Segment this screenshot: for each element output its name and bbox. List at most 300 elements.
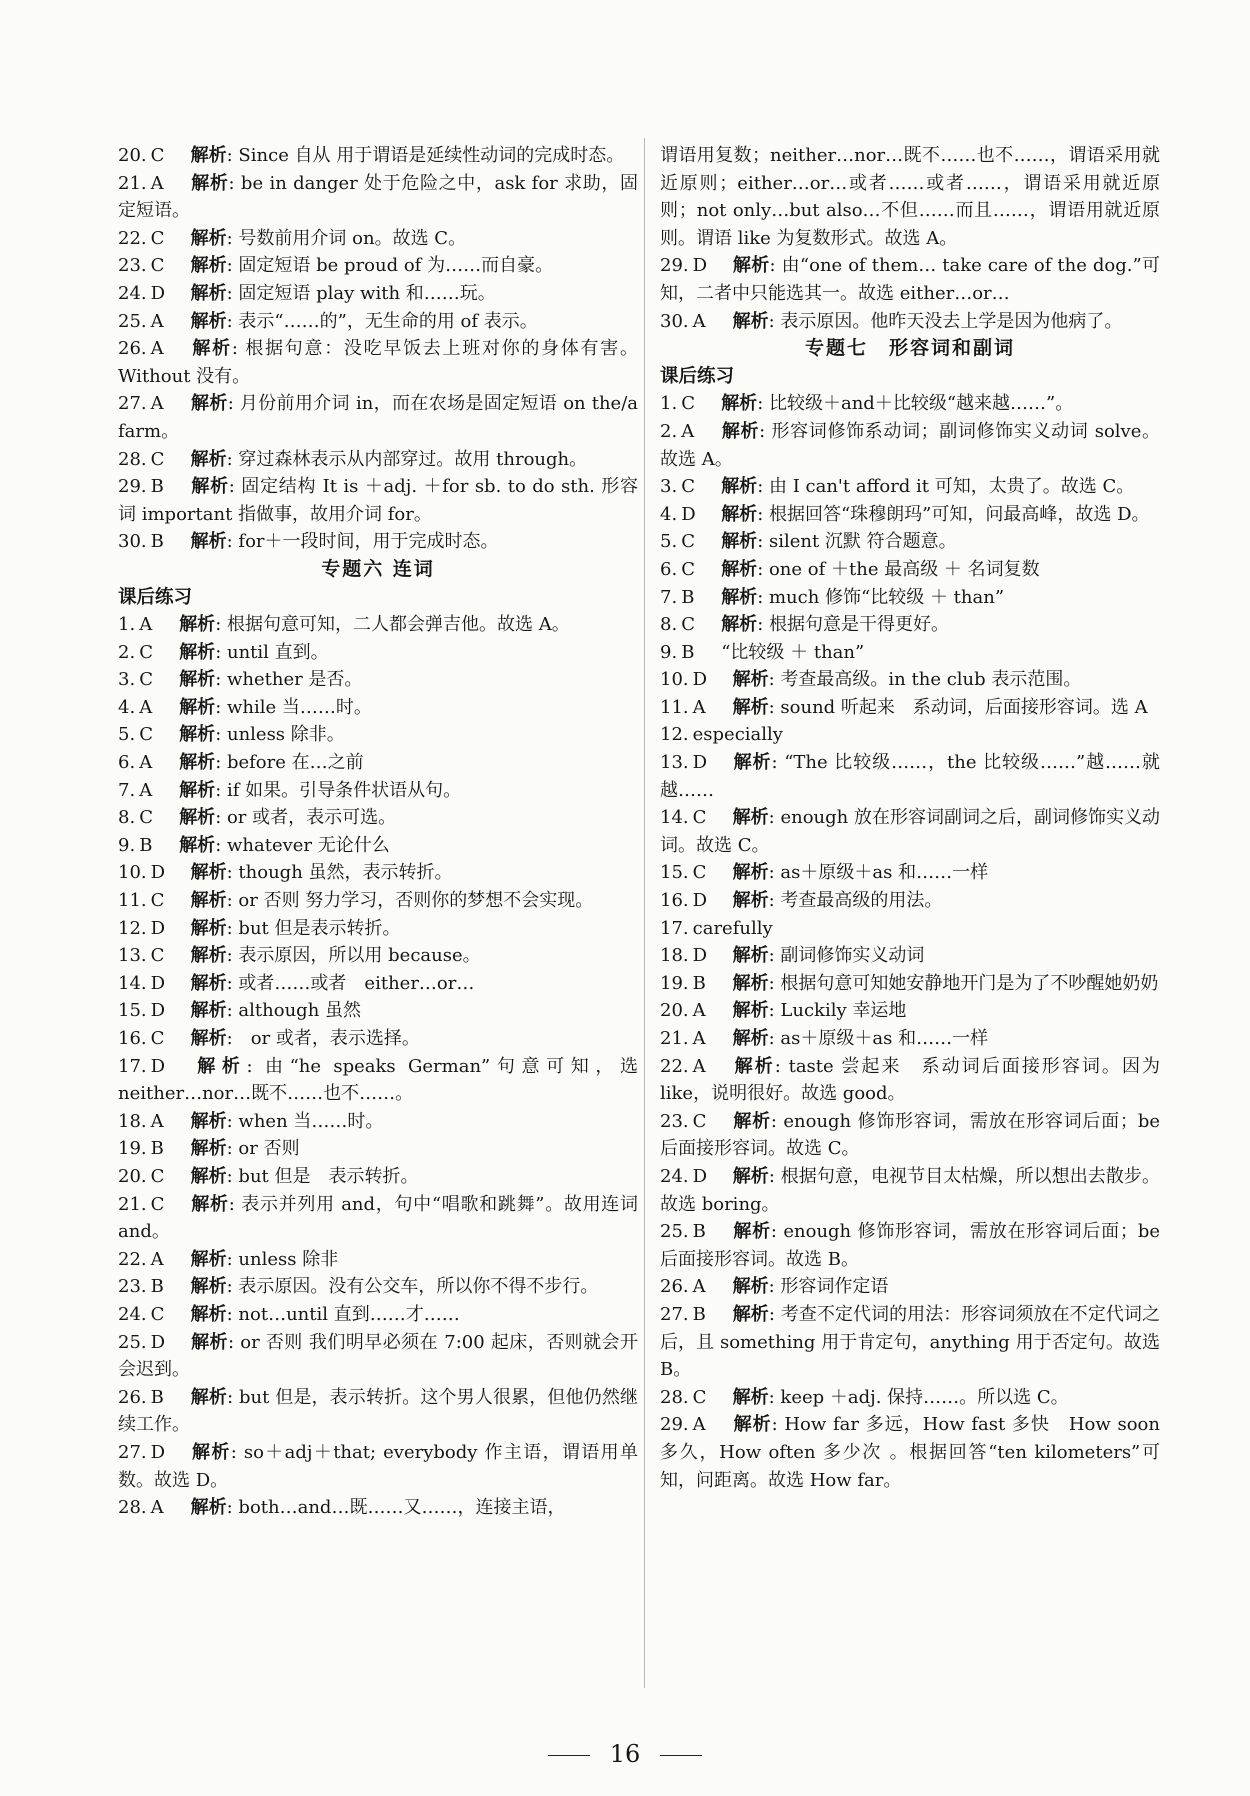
answer-letter: C [681, 476, 695, 498]
answer-letter: C [692, 1386, 707, 1408]
answer-letter: B [150, 1138, 164, 1160]
answer-letter: C [139, 641, 153, 663]
answer-letter: A [139, 752, 153, 774]
analysis-text: : while 当……时。 [215, 696, 372, 718]
analysis-label: 解析 [721, 420, 760, 442]
answer-entry [660, 1301, 1160, 1384]
analysis-text: : before 在…之前 [215, 752, 364, 774]
analysis-label: 解析 [190, 1276, 227, 1298]
answer-letter: C [150, 890, 165, 912]
answer-letter: D [150, 862, 166, 884]
answer-entry [660, 749, 1160, 804]
analysis-label: 解析 [732, 255, 770, 277]
analysis-text: especially [692, 724, 783, 746]
answer-entry [118, 1329, 638, 1384]
answer-letter: B [150, 531, 164, 553]
answer-letter: D [692, 669, 708, 691]
answer-number: 10. [660, 669, 689, 691]
analysis-label: 解析 [190, 448, 227, 470]
answer-entry [118, 942, 638, 970]
answer-number: 28. [118, 1497, 147, 1519]
answer-entry [118, 611, 638, 639]
answer-number: 28. [118, 448, 147, 470]
analysis-label: 解析 [190, 1028, 227, 1049]
answer-entry [660, 997, 1160, 1025]
answer-entry [660, 252, 1160, 307]
analysis-text: : Luckily 幸运地 [768, 1000, 907, 1022]
answer-entry [118, 832, 638, 860]
analysis-text: : or 否则 我们明早必须在 7:00 起床，否则就会开会迟到。 [118, 1331, 638, 1381]
answer-entry [118, 1025, 638, 1053]
answer-number: 26. [660, 1276, 689, 1298]
answer-letter: C [150, 448, 165, 470]
analysis-text: : enough 修饰形容词，需放在形容词后面；be 后面接形容词。故选 C。 [660, 1110, 1160, 1160]
answer-letter: D [150, 1331, 166, 1353]
analysis-text: : when 当……时。 [226, 1110, 384, 1132]
answer-number: 22. [660, 1055, 689, 1077]
analysis-text: : 由“he speaks German”句意可知，选 neither…nor…既不……也不……。 [118, 1055, 638, 1105]
answer-entry [118, 970, 638, 998]
analysis-label: 解析 [190, 1000, 227, 1022]
answer-entry [660, 308, 1160, 336]
analysis-label: 解析 [721, 531, 758, 553]
answer-letter: C [681, 558, 695, 580]
answer-letter: A [692, 1000, 706, 1022]
answer-letter: C [681, 393, 695, 415]
answer-letter: C [150, 1165, 165, 1187]
analysis-label: 解析 [179, 641, 216, 663]
analysis-text: : taste 尝起来 系动词后面接形容词。因为 like，说明很好。故选 good。 [660, 1055, 1160, 1105]
analysis-text: : 根据句意，电视节目太枯燥，所以想出去散步。故选 boring。 [660, 1165, 1160, 1215]
answer-entry [660, 1025, 1160, 1053]
answer-number: 15. [118, 1000, 147, 1022]
analysis-label: 解析 [179, 779, 216, 801]
answer-entry [118, 1108, 638, 1136]
answer-number: 20. [660, 1000, 689, 1022]
answer-entry [118, 777, 638, 805]
analysis-label: 解析 [732, 1110, 771, 1132]
analysis-label: 解析 [190, 1110, 227, 1132]
answer-entry [660, 970, 1160, 998]
answer-number: 17. [660, 917, 689, 939]
answer-letter: A [692, 696, 706, 718]
analysis-label: 解析 [732, 807, 769, 829]
answer-number: 30. [660, 310, 689, 332]
analysis-label: 解析 [732, 862, 769, 884]
analysis-text: : 穿过森林表示从内部穿过。故用 through。 [226, 448, 588, 470]
answer-entry [660, 390, 1160, 418]
analysis-label: 解析 [179, 807, 216, 829]
analysis-label: 解析 [732, 1276, 769, 1298]
answer-entry [660, 666, 1160, 694]
answer-number: 4. [118, 696, 136, 718]
answer-number: 7. [118, 779, 136, 801]
analysis-label: 解析 [721, 476, 758, 498]
answer-number: 29. [118, 476, 147, 498]
answer-entry [660, 1411, 1160, 1494]
right-column [660, 142, 1160, 1494]
answer-entry [118, 170, 638, 225]
answer-number: 24. [660, 1165, 689, 1187]
answer-number: 8. [118, 807, 136, 829]
analysis-text: : 由 I can't afford it 可知，太贵了。故选 C。 [757, 476, 1135, 498]
analysis-text: : 固定结构 It is ＋adj. ＋for sb. to do sth. 形容词 important 指做事，故用介词 for。 [118, 476, 638, 525]
answer-letter: B [692, 1221, 706, 1243]
answer-letter: D [692, 255, 708, 277]
answer-letter: B [681, 641, 695, 663]
analysis-text: : much 修饰“比较级 ＋ than” [757, 586, 1005, 608]
answer-letter: C [150, 1303, 165, 1325]
analysis-label: 解析 [721, 586, 758, 608]
analysis-text: : or 否则 努力学习，否则你的梦想不会实现。 [226, 890, 594, 912]
answer-number: 19. [660, 972, 689, 994]
answer-number: 23. [660, 1110, 689, 1132]
left-bottom-list [118, 611, 638, 1522]
answer-letter: A [692, 1276, 706, 1298]
answer-number: 18. [660, 945, 689, 967]
answer-number: 13. [660, 752, 689, 774]
analysis-text: : 考查最高级的用法。 [768, 890, 943, 912]
answer-letter: C [681, 531, 695, 553]
analysis-label: 解析 [732, 945, 769, 967]
analysis-text: : as＋原级＋as 和……一样 [768, 1028, 989, 1049]
answer-entry [118, 1439, 638, 1494]
answer-letter: D [150, 972, 166, 994]
analysis-text: : enough 修饰形容词，需放在形容词后面；be 后面接形容词。故选 B。 [660, 1221, 1160, 1270]
answer-letter: C [150, 1193, 165, 1215]
analysis-label: 解析 [732, 1165, 769, 1187]
answer-number: 26. [118, 1386, 147, 1408]
analysis-text: : 根据句意可知她安静地开门是为了不吵醒她奶奶 [768, 972, 1159, 994]
answer-entry [660, 556, 1160, 584]
answer-number: 5. [118, 724, 136, 746]
answer-letter: A [139, 696, 153, 718]
answer-entry [118, 528, 638, 556]
analysis-label: 解析 [190, 1386, 228, 1408]
answer-number: 13. [118, 945, 147, 967]
answer-entry [118, 252, 638, 280]
analysis-label: 解析 [190, 172, 229, 194]
analysis-text: : 根据句意可知，二人都会弹吉他。故选 A。 [215, 614, 570, 636]
answer-letter: A [692, 1055, 706, 1077]
answer-entry [118, 804, 638, 832]
answer-number: 21. [118, 1193, 147, 1215]
right-top-list [660, 252, 1160, 335]
section-7-subtitle: 课后练习 [660, 365, 735, 387]
answer-entry [118, 225, 638, 253]
answer-entry [118, 1246, 638, 1274]
analysis-label: 解析 [732, 890, 769, 912]
analysis-label: 解析 [190, 1165, 227, 1187]
answer-letter: B [150, 1276, 164, 1298]
analysis-label: 解析 [190, 1138, 227, 1160]
analysis-label: 解析 [190, 890, 227, 912]
answer-letter: B [139, 834, 153, 856]
answer-entry [118, 335, 638, 390]
answer-letter: A [139, 779, 153, 801]
answer-letter: A [150, 172, 164, 194]
analysis-text: : whether 是否。 [215, 669, 363, 691]
answer-entry [660, 887, 1160, 915]
answer-entry [118, 1163, 638, 1191]
answer-letter: B [150, 1386, 164, 1408]
answer-letter: A [150, 1110, 164, 1132]
answer-letter: D [150, 282, 166, 304]
answer-letter: D [150, 917, 166, 939]
answer-number: 27. [660, 1303, 689, 1325]
analysis-label: 解析 [732, 1414, 772, 1436]
analysis-text: : 月份前用介词 in，而在农场是固定短语 on the/a farm。 [118, 393, 638, 442]
analysis-text: : 表示原因。没有公交车，所以你不得不步行。 [226, 1276, 599, 1298]
answer-entry [118, 721, 638, 749]
answer-entry [118, 1384, 638, 1439]
analysis-text: : for＋一段时间，用于完成时态。 [226, 531, 499, 553]
answer-entry [660, 804, 1160, 859]
answer-letter: D [692, 945, 708, 967]
analysis-label: 解析 [721, 614, 758, 636]
answer-entry [660, 528, 1160, 556]
analysis-text: : but 但是 表示转折。 [226, 1165, 419, 1187]
analysis-label: 解析 [732, 752, 772, 774]
answer-letter: B [150, 476, 164, 498]
continuation-text: 谓语用复数；neither…nor…既不……也不……，谓语采用就近原则；either…or…或者……或者……，谓语采用就近原则；not only…but also…不但……而且……，谓语用就近原则。谓语 like 为复数形式。故选 A。 [660, 145, 1160, 249]
answer-number: 29. [660, 255, 689, 277]
analysis-text: : enough 放在形容词副词之后，副词修饰实义动词。故选 C。 [660, 807, 1161, 856]
answer-number: 22. [118, 1248, 147, 1270]
analysis-label: 解析 [190, 338, 232, 360]
analysis-text: : or 或者，表示选择。 [226, 1028, 420, 1049]
analysis-text: : whatever 无论什么 [215, 834, 390, 856]
answer-number: 12. [118, 917, 147, 939]
answer-entry [118, 1301, 638, 1329]
analysis-label: 解析 [732, 1303, 769, 1325]
answer-number: 3. [660, 476, 678, 498]
answer-entry [660, 473, 1160, 501]
analysis-label: 解析 [732, 1000, 769, 1022]
answer-number: 16. [660, 890, 689, 912]
section-6-title: 专题六 连词 [321, 557, 435, 580]
analysis-text: : keep ＋adj. 保持……。所以选 C。 [768, 1386, 1069, 1408]
answer-number: 9. [118, 834, 136, 856]
analysis-text: : 固定短语 be proud of 为……而自豪。 [226, 255, 554, 277]
analysis-label: 解析 [721, 393, 758, 415]
analysis-text: : but 但是，表示转折。这个男人很累，但他仍然继续工作。 [118, 1386, 638, 1436]
section-6-subtitle: 课后练习 [118, 586, 193, 608]
analysis-label: 解析 [179, 834, 216, 856]
analysis-label: 解析 [190, 972, 227, 994]
answer-number: 25. [660, 1221, 689, 1243]
answer-number: 7. [660, 586, 678, 608]
answer-letter: D [692, 890, 708, 912]
answer-letter: C [150, 255, 165, 277]
analysis-label: 解析 [721, 503, 758, 525]
answer-letter: C [150, 145, 165, 166]
analysis-label: 解析 [732, 1221, 771, 1243]
column-divider [644, 138, 645, 1688]
answer-letter: C [150, 227, 165, 249]
answer-entry [660, 1218, 1160, 1273]
answer-entry [118, 308, 638, 336]
answer-number: 6. [118, 752, 136, 774]
analysis-label: 解析 [190, 1497, 227, 1519]
answer-entry [118, 887, 638, 915]
analysis-text: : 比较级＋and＋比较级“越来越……”。 [757, 393, 1074, 415]
answer-letter: A [150, 393, 164, 415]
answer-letter: B [692, 972, 706, 994]
analysis-text: : if 如果。引导条件状语从句。 [215, 779, 462, 801]
analysis-text: : 号数前用介词 on。故选 C。 [226, 227, 467, 249]
analysis-text: : 根据句意：没吃早饭去上班对你的身体有害。Without 没有。 [118, 338, 638, 387]
answer-entry [660, 1384, 1160, 1412]
analysis-text: : or 或者，表示可选。 [215, 807, 397, 829]
analysis-text: : unless 除非 [226, 1248, 339, 1270]
analysis-label: 解析 [179, 752, 216, 774]
answer-entry [118, 280, 638, 308]
analysis-text: : “The 比较级……，the 比较级……”越……就越…… [660, 752, 1160, 801]
answer-number: 23. [118, 1276, 147, 1298]
analysis-text: : as＋原级＋as 和……一样 [768, 862, 989, 884]
analysis-text: “比较级 ＋ than” [721, 641, 865, 663]
answer-letter: D [150, 1441, 166, 1463]
answer-number: 21. [118, 172, 147, 194]
answer-letter: C [139, 669, 153, 691]
analysis-label: 解析 [179, 724, 216, 746]
answer-number: 25. [118, 1331, 147, 1353]
analysis-text: : 由“one of them… take care of the dog.”可知，二者中只能选其一。故选 either…or… [660, 255, 1161, 304]
left-top-list [118, 142, 638, 556]
analysis-label: 解析 [190, 393, 228, 415]
analysis-label: 解析 [190, 476, 229, 498]
analysis-label: 解析 [190, 1193, 229, 1215]
analysis-text: : How far 多远，How fast 多快 How soon 多久，How often 多少次 。根据回答“ten kilometers”可知，问距离。故选 How far。 [660, 1414, 1160, 1491]
answer-letter: C [150, 1028, 165, 1049]
answer-letter: D [692, 752, 708, 774]
analysis-label: 解析 [179, 614, 216, 636]
analysis-text: : 根据回答“珠穆朗玛”可知，问最高峰，故选 D。 [757, 503, 1150, 525]
analysis-label: 解析 [190, 145, 227, 166]
answer-letter: A [150, 310, 164, 332]
answer-entry [660, 1273, 1160, 1301]
answer-number: 28. [660, 1386, 689, 1408]
analysis-label: 解析 [732, 696, 769, 718]
answer-entry [660, 584, 1160, 612]
answer-number: 11. [660, 696, 689, 718]
left-column [118, 142, 638, 1522]
analysis-text: : 考查不定代词的用法：形容词须放在不定代词之后，且 something 用于肯定句，anything 用于否定句。故选 B。 [660, 1303, 1160, 1381]
analysis-label: 解析 [732, 1028, 769, 1049]
analysis-text: : or 否则 [226, 1138, 300, 1160]
answer-letter: D [150, 1055, 166, 1077]
answer-entry [118, 666, 638, 694]
answer-letter: A [681, 420, 695, 442]
answer-entry [118, 390, 638, 445]
analysis-label: 解析 [190, 227, 227, 249]
analysis-label: 解析 [190, 1248, 227, 1270]
analysis-text: : 形容词作定语 [768, 1276, 889, 1298]
answer-entry [660, 1053, 1160, 1108]
answer-number: 15. [660, 862, 689, 884]
answer-number: 14. [118, 972, 147, 994]
answer-entry [118, 1191, 638, 1246]
analysis-label: 解析 [190, 1303, 227, 1325]
answer-number: 12. [660, 724, 689, 746]
answer-entry [660, 639, 1160, 667]
answer-letter: A [139, 614, 153, 636]
answer-number: 23. [118, 255, 147, 277]
answer-letter: C [139, 724, 153, 746]
answer-entry [118, 142, 638, 170]
answer-number: 22. [118, 227, 147, 249]
analysis-text: : 表示原因。他昨天没去上学是因为他病了。 [768, 310, 1123, 332]
answer-number: 25. [118, 310, 147, 332]
answer-number: 24. [118, 282, 147, 304]
answer-entry [660, 721, 1160, 749]
answer-entry [118, 749, 638, 777]
footer-dash-right [660, 1755, 702, 1757]
right-bottom-list [660, 390, 1160, 1494]
section-7-title: 专题七 形容词和副词 [804, 337, 1015, 360]
answer-letter: A [150, 1248, 164, 1270]
analysis-label: 解析 [721, 558, 758, 580]
answer-letter: D [692, 1165, 708, 1187]
analysis-label: 解析 [179, 696, 216, 718]
answer-number: 3. [118, 669, 136, 691]
answer-letter: A [692, 310, 706, 332]
answer-number: 2. [660, 420, 678, 442]
answer-entry [660, 611, 1160, 639]
analysis-text: : silent 沉默 符合题意。 [757, 531, 957, 553]
answer-letter: A [150, 338, 164, 360]
answer-letter: A [692, 1028, 706, 1049]
answer-number: 4. [660, 503, 678, 525]
answer-entry [118, 1494, 638, 1522]
answer-letter: A [150, 1497, 164, 1519]
analysis-label: 解析 [190, 1055, 247, 1077]
analysis-text: : Since 自从 用于谓语是延续性动词的完成时态。 [226, 145, 625, 166]
analysis-label: 解析 [732, 1055, 775, 1077]
analysis-text: : 表示并列用 and，句中“唱歌和跳舞”。故用连词 and。 [118, 1193, 639, 1243]
answer-number: 8. [660, 614, 678, 636]
analysis-label: 解析 [190, 310, 227, 332]
analysis-label: 解析 [190, 862, 227, 884]
analysis-label: 解析 [732, 669, 769, 691]
analysis-label: 解析 [190, 255, 227, 277]
answer-entry [118, 1273, 638, 1301]
answer-number: 29. [660, 1414, 689, 1436]
answer-letter: C [692, 862, 707, 884]
answer-number: 18. [118, 1110, 147, 1132]
analysis-label: 解析 [190, 282, 227, 304]
answer-entry [660, 1163, 1160, 1218]
answer-letter: A [692, 1414, 706, 1436]
analysis-label: 解析 [190, 1441, 231, 1463]
answer-number: 16. [118, 1028, 147, 1049]
analysis-label: 解析 [179, 669, 216, 691]
answer-letter: D [681, 503, 696, 525]
answer-letter: B [692, 1303, 706, 1325]
answer-entry [118, 859, 638, 887]
answer-entry [118, 915, 638, 943]
analysis-text: : 考查最高级。in the club 表示范围。 [768, 669, 1082, 691]
answer-number: 1. [660, 393, 678, 415]
analysis-text: carefully [692, 917, 773, 939]
answer-entry [660, 915, 1160, 943]
answer-number: 21. [660, 1028, 689, 1049]
answer-entry [118, 639, 638, 667]
answer-letter: C [150, 945, 165, 967]
answer-number: 14. [660, 807, 689, 829]
answer-number: 1. [118, 614, 136, 636]
